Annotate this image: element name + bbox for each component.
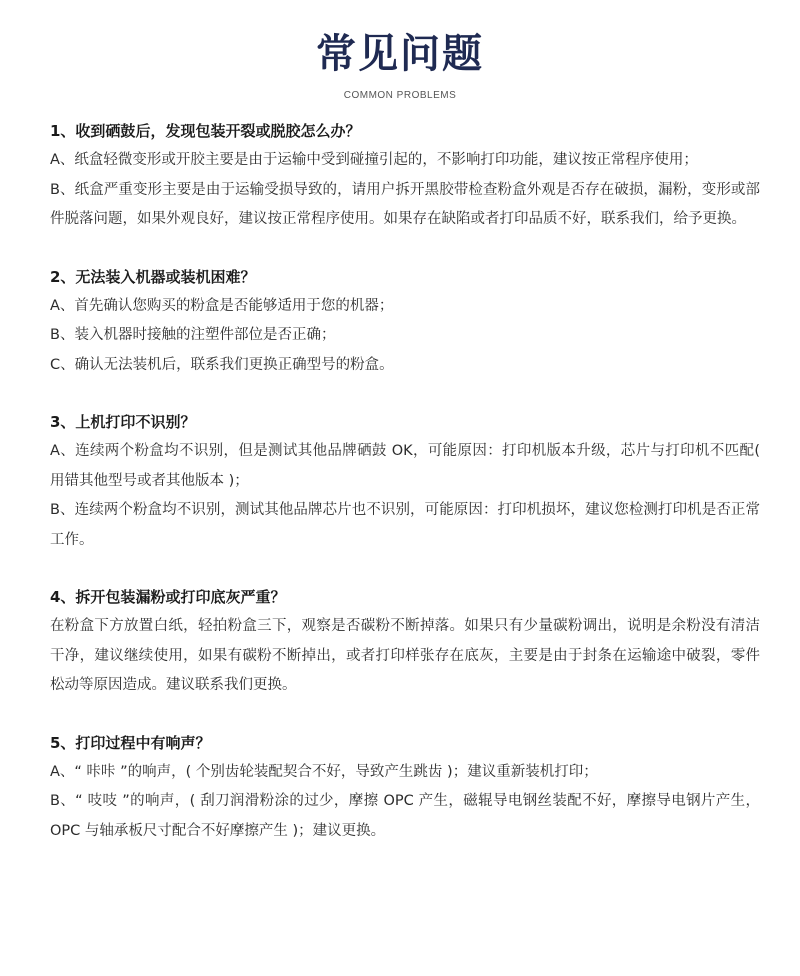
faq-question: 1、收到硒鼓后，发现包装开裂或脱胶怎么办？ bbox=[50, 122, 361, 140]
faq-question: 5、打印过程中有响声？ bbox=[50, 733, 211, 752]
faq-question: 2、无法装入机器或装机困难？ bbox=[50, 267, 256, 286]
faq-answer: 在粉盒下方放置白纸，轻拍粉盒三下，观察是否碳粉不断掉落。如果只有少量碳粉调出，说明是余粉没有清洁干净，建议继续使用，如果有碳粉不断掉出，或者打印样张存在底灰，主要是由于封条在运输途中破裂，零件松动等原因造成。建议联系我们更换。 bbox=[50, 618, 760, 693]
faq-answer: C、确认无法装机后，联系我们更换正确型号的粉盒。 bbox=[50, 356, 394, 373]
faq-answer: B、装入机器时接触的注塑件部位是否正确； bbox=[50, 327, 336, 343]
faq-item-2 bbox=[50, 263, 760, 381]
faq-question: 4、拆开包装漏粉或打印底灰严重？ bbox=[50, 588, 286, 606]
page-subtitle: COMMON PROBLEMS bbox=[343, 90, 457, 101]
page-title: 常见问题 bbox=[316, 31, 484, 77]
faq-answer: B、纸盒严重变形主要是由于运输受损导致的，请用户拆开黑胶带检查粉盒外观是否存在破损，漏粉，变形或部件脱落问题，如果外观良好，建议按正常程序使用。如果存在缺陷或者打印品质不好，联系我们，给予更换。 bbox=[50, 181, 760, 227]
faq-answer: B、连续两个粉盒均不识别，测试其他品牌芯片也不识别，可能原因：打印机损坏，建议您检测打印机是否正常工作。 bbox=[50, 502, 760, 548]
faq-answer: A、纸盒轻微变形或开胶主要是由于运输中受到碰撞引起的，不影响打印功能，建议按正常程序使用； bbox=[50, 152, 698, 168]
faq-answer: A、连续两个粉盒均不识别，但是测试其他品牌硒鼓 OK，可能原因：打印机版本升级，芯片与打印机不匹配( 用错其他型号或者其他版本 )； bbox=[50, 443, 760, 489]
faq-answer: A、“ 咔咔 ”的响声，( 个别齿轮装配契合不好，导致产生跳齿 )；建议重新装机打印； bbox=[50, 763, 598, 780]
page-header bbox=[0, 30, 800, 101]
faq-item-3 bbox=[50, 408, 760, 555]
faq-question: 3、上机打印不识别？ bbox=[50, 413, 196, 431]
faq-answer: B、“ 吱吱 ”的响声，( 刮刀润滑粉涂的过少，摩擦 OPC 产生，磁辊导电钢丝装配不好，摩擦导电钢片产生，OPC 与轴承板尺寸配合不好摩擦产生 )；建议更换。 bbox=[50, 793, 760, 839]
faq-item-5 bbox=[50, 729, 760, 847]
faq-item-1 bbox=[50, 117, 760, 235]
faq-list bbox=[50, 117, 760, 846]
faq-item-4 bbox=[50, 583, 760, 701]
faq-answer: A、首先确认您购买的粉盒是否能够适用于您的机器； bbox=[50, 297, 394, 314]
